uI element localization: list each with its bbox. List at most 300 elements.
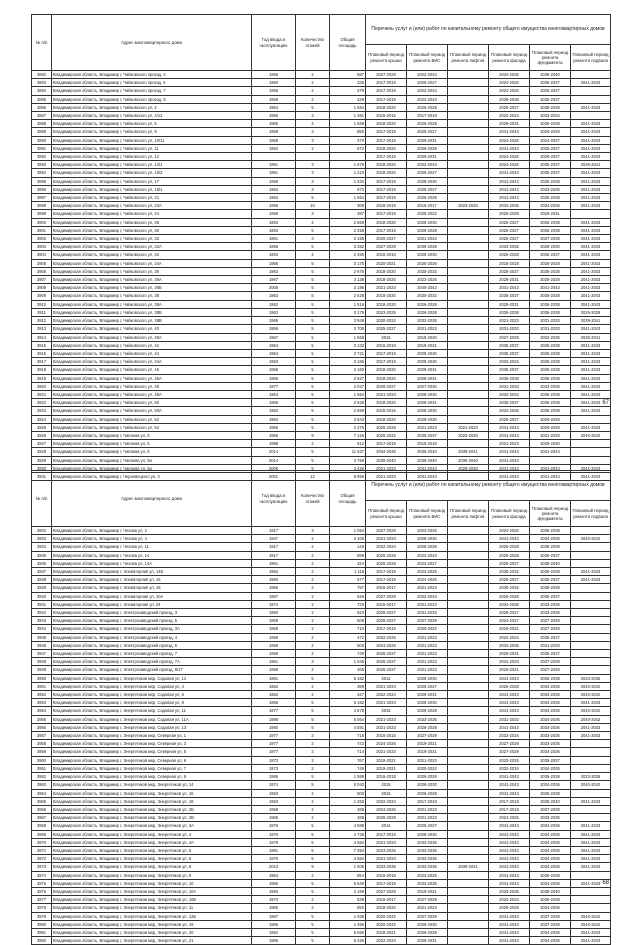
table-header (32, 15, 611, 71)
cell-facade: 2029-2031 (489, 650, 530, 658)
cell-foundation: 2033-2035 (530, 740, 571, 748)
cell-roof: 2017-2019 (366, 576, 407, 584)
cell-area: 2 527 (330, 374, 366, 382)
cell-facade: 2036-2038 (489, 95, 530, 103)
cell-facade: 2034-2036 (489, 71, 530, 79)
cell-num: 3902 (32, 235, 52, 243)
cell-facade: 2035-2037 (489, 292, 530, 300)
cell-address: Владимирская область, Владимир г, Энергетиков мкр, Садовая ул, 12 (52, 674, 252, 682)
cell-year: 1979 (252, 838, 296, 846)
cell-floors: 2 (296, 543, 330, 551)
cell-num: 3912 (32, 317, 52, 325)
cell-area: 500 (330, 789, 366, 797)
cell-address: Владимирская область, Владимир г, Чайковского ул, 44 (52, 349, 252, 357)
cell-roof: 2034-2036 (366, 448, 407, 456)
cell-foundation: 2036-2038 (530, 399, 571, 407)
cell-floors: 3 (296, 128, 330, 136)
cell-basement: 2041-2043 (571, 300, 611, 308)
cell-roof: 2018-2020 (366, 103, 407, 111)
cell-ivs: 2033-2035 (407, 846, 448, 854)
cell-ivs: 2022-2024 (407, 592, 448, 600)
cell-roof: 2016-2018 (366, 871, 407, 879)
cell-roof: 2021-2023 (366, 748, 407, 756)
cell-address: Владимирская область, Владимир г, Чайковского ул, 40 (52, 325, 252, 333)
cell-area: 1 605 (330, 863, 366, 871)
table-row (32, 128, 611, 136)
cell-lift (448, 600, 489, 608)
cell-address: Владимирская область, Владимир г, Чайковского ул, 9 (52, 128, 252, 136)
cell-facade: 2041-2043 (489, 128, 530, 136)
cell-num: 3944 (32, 625, 52, 633)
cell-facade: 2041-2043 (489, 846, 530, 854)
cell-num: 3922 (32, 399, 52, 407)
cell-address: Владимирская область, Владимир г, Энергетиков мкр, Садовая ул, 11 (52, 707, 252, 715)
cell-year: 1959 (252, 633, 296, 641)
cell-year: 1958 (252, 625, 296, 633)
cell-floors: 2 (296, 71, 330, 79)
cell-foundation: 2034-2036 (530, 846, 571, 854)
cell-num: 3897 (32, 194, 52, 202)
cell-lift (448, 382, 489, 390)
cell-ivs: 2026-2028 (407, 723, 448, 731)
col-header-lift: Плановый период ремонта лифтов (448, 501, 489, 527)
cell-year: 2006 (252, 464, 296, 472)
cell-address: Владимирская область, Владимир г, Чайковского ул, 50 (52, 399, 252, 407)
cell-year: 1977 (252, 382, 296, 390)
cell-num: 3911 (32, 308, 52, 316)
cell-address: Владимирская область, Владимир г, Чайковского ул, 5 (52, 120, 252, 128)
cell-floors: 5 (296, 259, 330, 267)
table-row (32, 592, 611, 600)
cell-basement (571, 456, 611, 464)
cell-ivs: 2017-2019 (407, 797, 448, 805)
cell-num: 3920 (32, 382, 52, 390)
cell-num: 3938 (32, 576, 52, 584)
cell-num: 3951 (32, 682, 52, 690)
cell-num: 3918 (32, 366, 52, 374)
cell-lift (448, 805, 489, 813)
cell-area: 2 529 (330, 399, 366, 407)
cell-roof: 2017-2019 (366, 210, 407, 218)
cell-foundation: 2026-2028 (530, 259, 571, 267)
cell-ivs: 2028-2030 (407, 415, 448, 423)
cell-floors: 2 (296, 764, 330, 772)
cell-area: 472 (330, 633, 366, 641)
cell-address: Владимирская область, Владимир г, Чайковского проезд, 5 (52, 79, 252, 87)
cell-area: 489 (330, 805, 366, 813)
cell-num: 3921 (32, 390, 52, 398)
cell-ivs: 2024-2026 (407, 576, 448, 584)
cell-area: 1 664 (330, 194, 366, 202)
cell-area: 1 668 (330, 120, 366, 128)
cell-basement: 2041-2043 (571, 937, 611, 945)
cell-basement: 2041-2043 (571, 226, 611, 234)
cell-roof: 2026-2027 (366, 666, 407, 674)
cell-address: Владимирская область, Владимир г, Электрозаводский проезд, 9/27 (52, 666, 252, 674)
cell-basement (571, 600, 611, 608)
cell-area: 1 466 (330, 920, 366, 928)
cell-lift (448, 267, 489, 275)
cell-area: 743 (330, 740, 366, 748)
table-row (32, 568, 611, 576)
cell-ivs: 2027-2030 (407, 382, 448, 390)
cell-area: 2 195 (330, 235, 366, 243)
cell-address: Владимирская область, Владимир г, Чайковского ул, 36 (52, 267, 252, 275)
cell-address: Владимирская область, Владимир г, Чайковского ул, 23А (52, 202, 252, 210)
cell-year: 1977 (252, 707, 296, 715)
cell-lift (448, 879, 489, 887)
cell-address: Владимирская область, Владимир г, Чайковского ул, 48 (52, 382, 252, 390)
table-row (32, 920, 611, 928)
cell-floors: 5 (296, 464, 330, 472)
cell-address: Владимирская область, Владимир г, Чайковского ул, 36Б (52, 284, 252, 292)
cell-area: 1 334 (330, 177, 366, 185)
cell-ivs: 2028-2030 (407, 177, 448, 185)
cell-area: 1 589 (330, 773, 366, 781)
cell-floors: 2 (296, 551, 330, 559)
cell-lift: 2021-2023 (448, 423, 489, 431)
cell-roof: 2018-2020 (366, 292, 407, 300)
cell-foundation: 2036-2038 (530, 120, 571, 128)
cell-lift (448, 559, 489, 567)
cell-roof: 2017-2019 (366, 349, 407, 357)
cell-num: 3901 (32, 226, 52, 234)
cell-floors: 5 (296, 838, 330, 846)
cell-year: 1998 (252, 440, 296, 448)
cell-foundation: 2033-2035 (530, 814, 571, 822)
cell-area: 3 176 (330, 308, 366, 316)
cell-year: 1981 (252, 674, 296, 682)
cell-ivs: 2026-2028 (407, 144, 448, 152)
cell-area: 1 054 (330, 527, 366, 535)
cell-area: 572 (330, 144, 366, 152)
cell-lift (448, 732, 489, 740)
cell-ivs: 2026-2028 (407, 226, 448, 234)
cell-num: 3979 (32, 912, 52, 920)
cell-area: 880 (330, 128, 366, 136)
cell-num: 3889 (32, 128, 52, 136)
cell-address: Владимирская область, Владимир г, Энергетиков мкр, Энергетиков ул, 9 (52, 871, 252, 879)
cell-year: 1970 (252, 830, 296, 838)
cell-floors: 2 (296, 650, 330, 658)
cell-foundation: 2035-2037 (530, 756, 571, 764)
cell-area: 749 (330, 650, 366, 658)
cell-lift (448, 838, 489, 846)
cell-roof: 2015 (366, 333, 407, 341)
cell-lift (448, 773, 489, 781)
cell-ivs: 2021-2023 (407, 423, 448, 431)
cell-year: 1958 (252, 805, 296, 813)
cell-basement (571, 904, 611, 912)
cell-ivs: 2022-2024 (407, 71, 448, 79)
cell-ivs: 2021-2023 (407, 814, 448, 822)
cell-year: 1973 (252, 764, 296, 772)
cell-year: 1986 (252, 937, 296, 945)
cell-floors: 5 (296, 399, 330, 407)
cell-num: 3971 (32, 846, 52, 854)
col-header-basement: Плановый период ремонта подвала (571, 501, 611, 527)
cell-address: Владимирская область, Владимир г, Чайковского ул, 46А (52, 374, 252, 382)
cell-address: Владимирская область, Владимир г, Энергетиков мкр, Садовая ул, 8 (52, 699, 252, 707)
table-row (32, 415, 611, 423)
cell-roof: 2016-2017 (366, 896, 407, 904)
cell-lift (448, 194, 489, 202)
cell-area: 870 (330, 185, 366, 193)
cell-foundation: 2034-2036 (530, 535, 571, 543)
col-header-ivs: Плановый период ремонта ВИС (407, 45, 448, 71)
cell-floors (296, 153, 330, 161)
cell-foundation: 2034-2036 (530, 202, 571, 210)
cell-address: Владимирская область, Владимир г, Чайковского ул, 11 (52, 144, 252, 152)
table-row (32, 218, 611, 226)
cell-num: 3959 (32, 748, 52, 756)
cell-roof: 2022-2024 (366, 797, 407, 805)
cell-year: 1986 (252, 879, 296, 887)
cell-foundation: 2036-2038 (530, 177, 571, 185)
cell-address: Владимирская область, Владимир г, Элеваторная ул, 16 (52, 576, 252, 584)
cell-num: 3903 (32, 243, 52, 251)
cell-basement: 2041-2043 (571, 407, 611, 415)
cell-address: Владимирская область, Владимир г, Чапаева ул, 3 (52, 431, 252, 439)
cell-ivs: 2021-2023 (407, 235, 448, 243)
cell-foundation: 2036-2038 (530, 226, 571, 234)
cell-address: Владимирская область, Владимир г, Энергетиков мкр, Энергетиков ул, 16 (52, 789, 252, 797)
cell-area: 4 591 (330, 723, 366, 731)
cell-num: 3975 (32, 879, 52, 887)
cell-lift (448, 912, 489, 920)
cell-basement: 2041-2043 (571, 136, 611, 144)
cell-basement (571, 415, 611, 423)
table-row (32, 423, 611, 431)
cell-basement: 2041-2043 (571, 846, 611, 854)
cell-year: 1959 (252, 71, 296, 79)
cell-ivs: 2028-2031 (407, 937, 448, 945)
col-header-year: Год ввода в эксплуатацию (252, 15, 296, 71)
cell-facade: 2041-2043 (489, 456, 530, 464)
page-number: 68 (602, 880, 609, 886)
cell-lift (448, 666, 489, 674)
cell-ivs: 2025-2027 (407, 79, 448, 87)
cell-roof: 2018-2019 (366, 202, 407, 210)
cell-num: 3906 (32, 267, 52, 275)
cell-area: 429 (330, 95, 366, 103)
table-row (32, 431, 611, 439)
cell-ivs: 2021-2023 (407, 325, 448, 333)
cell-year: 2005 (252, 284, 296, 292)
cell-address: Владимирская область, Владимир г, Энергетиков мкр, Энергетиков ул, 12Б (52, 912, 252, 920)
cell-address: Владимирская область, Владимир г, Чайковского проезд, 3 (52, 71, 252, 79)
cell-basement: 2041-2043 (571, 251, 611, 259)
cell-basement (571, 871, 611, 879)
cell-num: 3946 (32, 641, 52, 649)
cell-year: 1993 (252, 887, 296, 895)
cell-area: 1 260 (330, 797, 366, 805)
cell-address: Владимирская область, Владимир г, Электрозаводский проезд, 3 (52, 609, 252, 617)
cell-roof: 2016-2017 (366, 584, 407, 592)
cell-year: 1958 (252, 650, 296, 658)
cell-area: 2 528 (330, 292, 366, 300)
cell-area: 767 (330, 756, 366, 764)
cell-address: Владимирская область, Владимир г, Чайковского ул, 54 (52, 423, 252, 431)
cell-foundation: 2038-2040 (530, 559, 571, 567)
cell-ivs: 2029-2031 (407, 399, 448, 407)
cell-area: 4 584 (330, 838, 366, 846)
cell-foundation: 2026-2027 (530, 153, 571, 161)
cell-year: 2013 (252, 863, 296, 871)
cell-roof: 2016-2018 (366, 341, 407, 349)
cell-foundation: 2025-2027 (530, 144, 571, 152)
cell-roof: 2014 (366, 674, 407, 682)
cell-address: Владимирская область, Владимир г, Чайковского ул, 13/1 (52, 161, 252, 169)
cell-year: 1966 (252, 431, 296, 439)
cell-lift (448, 276, 489, 284)
cell-ivs: 2033-2035 (407, 715, 448, 723)
cell-floors: 5 (296, 887, 330, 895)
cell-area: 3 708 (330, 325, 366, 333)
table-row (32, 210, 611, 218)
cell-lift (448, 218, 489, 226)
cell-roof: 2015 (366, 781, 407, 789)
cell-area: 3 133 (330, 341, 366, 349)
cell-facade: 2041-2043 (489, 707, 530, 715)
cell-floors: 5 (296, 103, 330, 111)
cell-area: 1 568 (330, 333, 366, 341)
table-row (32, 153, 611, 161)
cell-roof: 2027-2029 (366, 887, 407, 895)
cell-floors: 5 (296, 243, 330, 251)
cell-year: 1964 (252, 103, 296, 111)
cell-foundation: 2036-2038 (530, 773, 571, 781)
table-row (32, 871, 611, 879)
cell-num: 3931 (32, 472, 52, 480)
cell-area: 379 (330, 87, 366, 95)
cell-year: 1965 (252, 904, 296, 912)
cell-facade: 2028-2027 (489, 609, 530, 617)
cell-year: 1962 (252, 144, 296, 152)
cell-foundation: 2036-2038 (530, 374, 571, 382)
cell-floors: 5 (296, 333, 330, 341)
cell-foundation: 2035-2037 (530, 161, 571, 169)
cell-foundation: 2038-2040 (530, 887, 571, 895)
cell-lift (448, 674, 489, 682)
cell-roof: 2021-2023 (366, 284, 407, 292)
cell-year: 1958 (252, 641, 296, 649)
cell-year: 1965 (252, 814, 296, 822)
cell-foundation: 2029-2030 (530, 440, 571, 448)
cell-floors: 2 (296, 814, 330, 822)
cell-address: Владимирская область, Владимир г, Чайковского ул, 38А (52, 300, 252, 308)
table-row (32, 928, 611, 936)
cell-roof: 2019-2021 (366, 764, 407, 772)
cell-facade: 2026-2028 (489, 904, 530, 912)
cell-area: 8 956 (330, 472, 366, 480)
table-row (32, 707, 611, 715)
cell-basement (571, 617, 611, 625)
cell-num: 3907 (32, 276, 52, 284)
cell-ivs: 2028-2030 (407, 390, 448, 398)
col-header-lift: Плановый период ремонта лифтов (448, 45, 489, 71)
cell-roof: 2021-2023 (366, 472, 407, 480)
cell-roof: 2026-2028 (366, 423, 407, 431)
cell-floors: 5 (296, 448, 330, 456)
cell-num: 3914 (32, 333, 52, 341)
cell-roof: 2017-2019 (366, 625, 407, 633)
cell-facade: 2036-2038 (489, 308, 530, 316)
cell-foundation: 2035-2037 (530, 633, 571, 641)
table-row (32, 333, 611, 341)
cell-floors: 5 (296, 308, 330, 316)
cell-floors: 2 (296, 805, 330, 813)
cell-floors: 5 (296, 226, 330, 234)
cell-lift: 2036-2040 (448, 456, 489, 464)
cell-facade: 2017-2019 (489, 797, 530, 805)
cell-facade: 2041-2043 (489, 928, 530, 936)
cell-foundation: 2034-2036 (530, 937, 571, 945)
cell-year: 1963 (252, 797, 296, 805)
table-row (32, 740, 611, 748)
cell-lift (448, 185, 489, 193)
cell-foundation: 2036-2038 (530, 390, 571, 398)
table-row (32, 374, 611, 382)
cell-address: Владимирская область, Владимир г, Чайковского ул, 52 (52, 415, 252, 423)
cell-num: 3896 (32, 185, 52, 193)
table-row (32, 879, 611, 887)
table-row (32, 551, 611, 559)
cell-foundation: 2036-2038 (530, 267, 571, 275)
cell-ivs: 2026-2028 (407, 543, 448, 551)
cell-num: 3965 (32, 797, 52, 805)
cell-address: Владимирская область, Владимир г, Энергетиков мкр, Северная ул, 7 (52, 764, 252, 772)
cell-basement: 2041-2043 (571, 390, 611, 398)
cell-num: 3956 (32, 723, 52, 731)
table-row (32, 136, 611, 144)
cell-ivs: 2020-2022 (407, 625, 448, 633)
cell-area: 2 543 (330, 415, 366, 423)
cell-lift (448, 887, 489, 895)
cell-facade: 2027-2029 (489, 748, 530, 756)
cell-area: 5 162 (330, 674, 366, 682)
cell-area: 3 721 (330, 349, 366, 357)
cell-floors: 3 (296, 177, 330, 185)
cell-facade: 2026-2028 (489, 551, 530, 559)
cell-ivs: 2028-2030 (407, 251, 448, 259)
cell-floors: 4 (296, 251, 330, 259)
cell-year: 1964 (252, 390, 296, 398)
table-row (32, 805, 611, 813)
table-row (32, 276, 611, 284)
table-row (32, 584, 611, 592)
cell-address: Владимирская область, Владимир г, Элеваторная ул, 18 (52, 584, 252, 592)
cell-floors: 3 (296, 169, 330, 177)
cell-roof: 2016-2018 (366, 732, 407, 740)
cell-area: 4 578 (330, 707, 366, 715)
cell-num: 3929 (32, 456, 52, 464)
cell-year: 1959 (252, 87, 296, 95)
cell-foundation: 2035-2037 (530, 95, 571, 103)
cell-roof: 2018-2021 (366, 928, 407, 936)
cell-foundation: 2034-2036 (530, 830, 571, 838)
cell-ivs: 2021-2023 (407, 633, 448, 641)
cell-basement (571, 448, 611, 456)
cell-year: 1963 (252, 292, 296, 300)
cell-area: 347 (330, 691, 366, 699)
cell-floors: 5 (296, 407, 330, 415)
cell-facade: 2029-2031 (489, 120, 530, 128)
cell-num: 3913 (32, 325, 52, 333)
cell-year: 1963 (252, 789, 296, 797)
cell-lift (448, 535, 489, 543)
table-row (32, 112, 611, 120)
